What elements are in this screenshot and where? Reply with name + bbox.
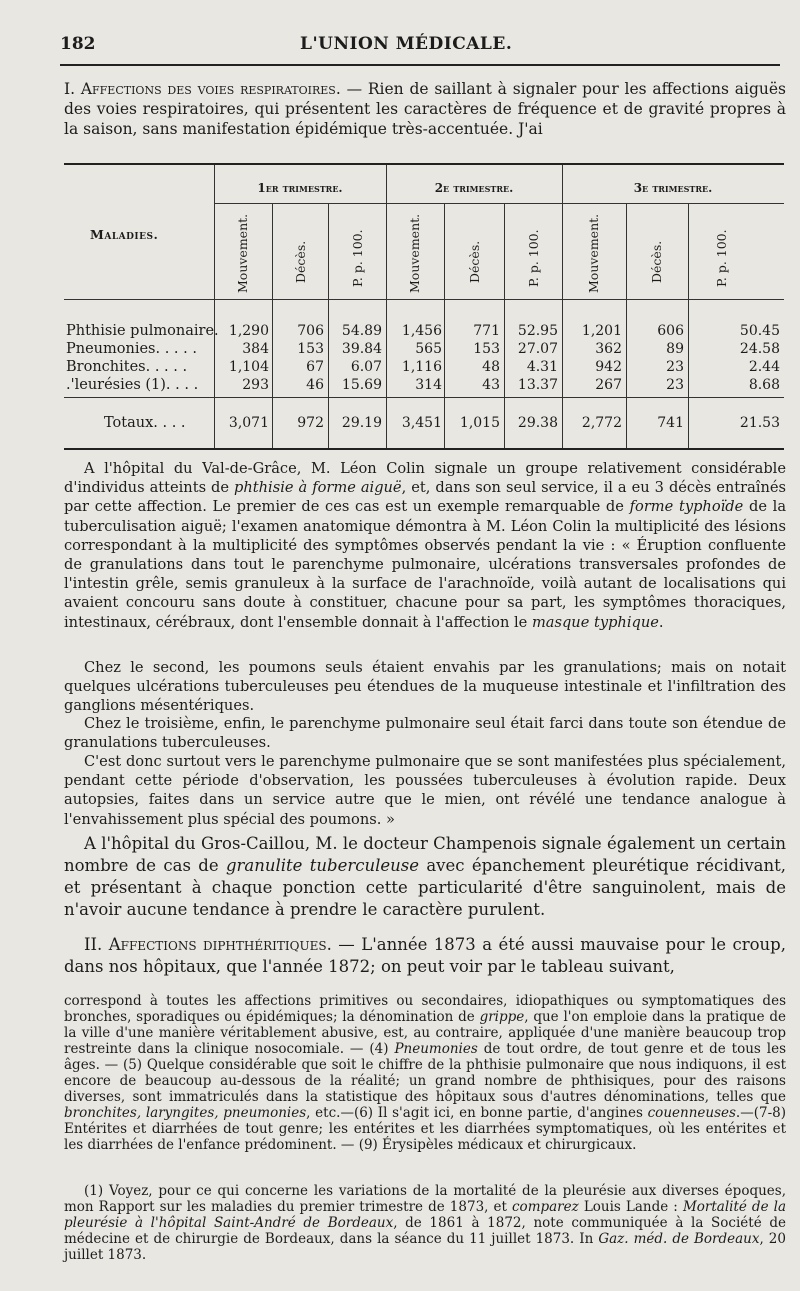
text: , 20 juillet 1873.	[64, 1231, 786, 1263]
table-cell: 942	[595, 359, 622, 375]
table-cell: 89	[666, 341, 684, 357]
paragraph-conclusion: C'est donc surtout vers le parenchyme pulmonaire que se sont manifestées plus spécialement, pendant cette période d'observation, les poussées tuberculeuses à évolution rapide. Deux autopsies, faites dans un service autre que le mien, ont révélé une tendance analogue à l'envahissement plus spécial des poumons. »	[64, 753, 786, 828]
text: avec épanchement pleurétique récidivant, et présentant à chaque ponction cette particularité d'être sanguinolent, mais de n'avoir aucune tendance à prendre le caractère purulent.	[64, 856, 786, 919]
table-cell: 1,116	[401, 359, 442, 375]
table-cell: 6.07	[350, 359, 382, 375]
table-cell: 153	[297, 341, 324, 357]
table-cell: 43	[482, 377, 500, 393]
section-heading-respiratory: I. Affections des voies respiratoires.	[64, 80, 341, 98]
text-italic: masque typhique	[531, 613, 659, 631]
text: (1) Voyez, pour ce qui concerne les variations de la mortalité de la pleurésie aux diverses époques, mon Rapport sur les maladies du premier trimestre de 1873, et	[64, 1183, 786, 1215]
table-cell: 1,456	[401, 323, 442, 339]
table-cell: 706	[297, 323, 324, 339]
text-italic: comparez	[512, 1199, 579, 1215]
table-cell: 606	[657, 323, 684, 339]
table-cell: 2.44	[748, 359, 780, 375]
text: , que l'on emploie dans la pratique de la ville d'une manière véritablement abusive, est, au contraire, appliquée d'une manière beaucoup trop restreinte dans la clinique nosocomiale. — (4)	[64, 1009, 786, 1057]
table-cell: 741	[657, 415, 684, 431]
table-cell: 3,451	[401, 415, 442, 431]
table-cell: 13.37	[517, 377, 558, 393]
table-cell: 1,015	[459, 415, 500, 431]
page-number: 182	[60, 34, 96, 54]
table-cell: 39.84	[341, 341, 382, 357]
table-cell: 2,772	[581, 415, 622, 431]
text-italic: Mortalité de la pleurésie à l'hôpital Saint-André de Bordeaux	[64, 1199, 786, 1231]
page-header	[60, 34, 800, 60]
table-cell: 153	[473, 341, 500, 357]
running-title: L'UNION MÉDICALE.	[300, 34, 513, 54]
text: — L'année 1873 a été aussi mauvaise pour le croup, dans nos hôpitaux, que l'année 1872; on peut voir par le tableau suivant,	[64, 935, 786, 976]
table-cell: 362	[595, 341, 622, 357]
table-cell: 23	[666, 377, 684, 393]
table-row-header: Maladies.	[90, 227, 159, 242]
text: , etc.—(6) Il s'agit ici, en bonne partie, d'angines	[306, 1105, 648, 1121]
table-cell: 29.38	[517, 415, 558, 431]
text: de la tuberculisation aiguë; l'examen anatomique démontra à M. Léon Colin la multiplicité des lésions correspondant à la multiplicité des symptômes observés pendant la vie : « Éruption confluente de granulations dans tout le parenchyme pulmonaire, ulcérations transversales profondes de l'intestin grêle, semis granuleux à la surface de l'arachnoïde, voilà autant de localisations qui avaient concouru sans doute à constituer, chacune pour sa part, les symptômes thoraciques, intestinaux, cérébraux, dont l'ensemble donnait à l'affection le	[64, 498, 787, 631]
table-rule	[64, 397, 784, 398]
text: , de 1861 à 1872, note communiquée à la Société de médecine et de chirurgie de Bordeaux, dans la séance du 11 juillet 1873. In	[64, 1215, 786, 1247]
table-cell: 1,104	[228, 359, 269, 375]
table-cell: 46	[306, 377, 324, 393]
table-cell: 384	[242, 341, 269, 357]
row-label: Pneumonies. . . . .	[66, 341, 197, 357]
text: correspond à toutes les affections primitives ou secondaires, idiopathiques ou symptomatiques des bronches, sporadiques ou épidémiques; la dénomination de	[64, 993, 786, 1025]
table-cell: 15.69	[341, 377, 382, 393]
text-italic: Gaz. méd. de Bordeaux	[598, 1231, 760, 1247]
table-divider	[562, 165, 563, 448]
paragraph-diphtheria	[64, 934, 786, 978]
table-cell: 67	[306, 359, 324, 375]
table-cell: 21.53	[739, 415, 780, 431]
text-italic: phthisie à forme aiguë	[234, 479, 402, 497]
header-rule	[60, 64, 780, 66]
trimester-2: 2e trimestre.	[434, 181, 514, 195]
table-cell: 23	[666, 359, 684, 375]
section-heading-diphtheria: II. Affections diphthéritiques.	[84, 935, 332, 954]
table-rule	[214, 203, 784, 204]
table-cell: 771	[473, 323, 500, 339]
paragraph-second-case: Chez le second, les poumons seuls étaient envahis par les granulations; mais on notait quelques ulcérations tuberculeuses peu étendues de la muqueuse intestinale et l'infiltration des ganglions mésentériques.	[64, 659, 786, 715]
intro-paragraph	[64, 79, 786, 139]
text: .	[658, 613, 664, 631]
paragraph-gros-caillou	[64, 833, 786, 921]
table-cell: 27.07	[517, 341, 558, 357]
table-cell: 3,071	[228, 415, 269, 431]
text-italic: bronchites, laryngites, pneumonies	[64, 1105, 307, 1121]
totals-label: Totaux. . . .	[104, 415, 186, 431]
table-cell: 267	[595, 377, 622, 393]
intro-text: — Rien de saillant à signaler pour les affections aiguës des voies respiratoires, qui présentent les caractères de fréquence et de gravité propres à la saison, sans manifestation épidémique très-accentuée. J'ai	[64, 80, 786, 138]
text: A l'hôpital du Val-de-Grâce, M. Léon Colin signale un groupe relativement considérable d'individus atteints de	[64, 460, 786, 497]
table-cell: 565	[415, 341, 442, 357]
statistics-table: Maladies. 1er trimestre. 2e trimestre. 3e trimestre. Mouvement. Décès. P. p. 100. Mouvement. Décès. P. p. 100. Mouvement. Décès. P. p. 100. Phthisie pulmonaire. 1,290 706 54.89 1,456 771 52.95 1,201 606 50.45 Pneumonies. . . . . 384 153 39.84 565 153 27.07 362 89 24.58 Bronchites. . . . . 1,104 67 6.07 1,116 48 4.31 942 23 2.44 .'leurésies (1). . . . 293 46 15.69 314 43 13.37 267 23 8.68 Totaux. . . . 3,071 972 29.19 3,451 1,015 29.38 2,772 741 21.53	[64, 163, 784, 450]
table-cell: 48	[482, 359, 500, 375]
row-label: Bronchites. . . . .	[66, 359, 188, 375]
text-italic: granulite tuberculeuse	[225, 856, 419, 875]
footnote-1	[64, 1183, 786, 1263]
text: A l'hôpital du Gros-Caillou, M. le docteur Champenois signale également un certain nombre de cas de	[64, 834, 786, 875]
table-divider	[386, 165, 387, 448]
table-cell: 24.58	[739, 341, 780, 357]
text-italic: forme typhoïde	[629, 498, 744, 516]
row-label: Phthisie pulmonaire.	[66, 323, 219, 339]
trimester-3: 3e trimestre.	[633, 181, 713, 195]
table-cell: 52.95	[517, 323, 558, 339]
table-cell: 50.45	[739, 323, 780, 339]
text-italic: Pneumonies	[394, 1041, 478, 1057]
text: Louis Lande :	[578, 1199, 683, 1215]
text: , et, dans son seul service, il a eu 3 décès entraînés par cette affection. Le premier de ces cas est un exemple remarquable de	[64, 479, 786, 516]
table-cell: 29.19	[341, 415, 382, 431]
table-cell: 972	[297, 415, 324, 431]
text: .—(7-8) Entérites et diarrhées de tout genre; les entérites et les diarrhées symptomatiques, où les entérites et les diarrhées de l'enfance prédominent. — (9) Érysipèles médicaux et chirurgicaux.	[64, 1105, 786, 1153]
table-cell: 54.89	[341, 323, 382, 339]
table-divider	[688, 203, 689, 448]
table-rule	[64, 299, 784, 300]
text-italic: couenneuses	[647, 1105, 736, 1121]
table-cell: 1,290	[228, 323, 269, 339]
table-divider	[214, 165, 215, 448]
table-cell: 293	[242, 377, 269, 393]
trimester-1: 1er trimestre.	[257, 181, 343, 195]
paragraph-val-de-grace	[64, 459, 786, 632]
table-cell: 8.68	[748, 377, 780, 393]
text-italic: grippe	[479, 1009, 525, 1025]
paragraph-third-case: Chez le troisième, enfin, le parenchyme pulmonaire seul était farci dans toute son étendue de granulations tuberculeuses.	[64, 715, 786, 752]
table-cell: 314	[415, 377, 442, 393]
footnote-continued	[64, 993, 786, 1153]
table-cell: 4.31	[526, 359, 558, 375]
text: de tout ordre, de tout genre et de tous les âges. — (5) Quelque considérable que soit le chiffre de la phthisie pulmonaire que nous indiquons, il est encore de beaucoup au-dessous de la réalité; un grand nombre de phthisiques, pour des raisons diverses, sont immatriculés dans la statistique des hôpitaux sous d'autres dénominations, telles que	[64, 1041, 787, 1105]
row-label: .'leurésies (1). . . .	[66, 377, 199, 393]
table-cell: 1,201	[581, 323, 622, 339]
